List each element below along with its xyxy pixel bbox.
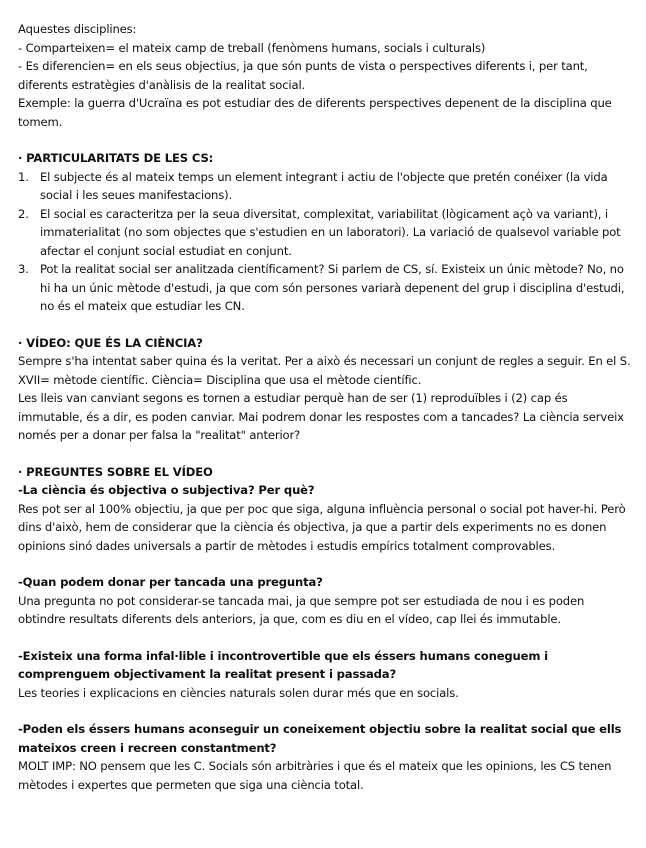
spacer bbox=[18, 555, 632, 573]
answer-2: Una pregunta no pot considerar-se tancada mai, ja que sempre pot ser estudiada de nou i es poden obtindre resultats diferents dels anteriors, ja que, com es diu en el vídeo, cap llei és immutable. bbox=[18, 593, 585, 626]
list-item-text: Pot la realitat social ser analitzada científicament? Si parlem de CS, sí. Existeix un únic mètode? No, no hi ha un únic mètode d'estudi, ja que com són persones variarà depenent del grup i disciplina d'estudi, no és el mateix que estudiar les CN. bbox=[40, 262, 625, 313]
particularitats-list bbox=[18, 168, 632, 316]
intro-heading: Aquestes disciplines: bbox=[18, 22, 137, 36]
answer-3: Les teories i explicacions en ciències naturals solen durar més que en socials. bbox=[18, 685, 459, 700]
particularitats-title: · PARTICULARITATS DE LES CS: bbox=[18, 151, 214, 165]
particularitats-section bbox=[18, 149, 632, 316]
video-title: · VÍDEO: QUE ÉS LA CIÈNCIA? bbox=[18, 335, 203, 350]
list-item-number: 2. bbox=[18, 206, 29, 221]
intro-section bbox=[18, 20, 632, 131]
intro-example: Exemple: la guerra d'Ucraïna es pot estudiar des de diferents perspectives depenent de la disciplina que tomem. bbox=[18, 96, 612, 129]
question-2: -Quan podem donar per tancada una pregunta? bbox=[18, 575, 323, 589]
answer-4: MOLT IMP: NO pensem que les C. Socials són arbitràries i que és el mateix que les opinions, les CS tenen mètodes i expertes que permeten que siga una ciència total. bbox=[18, 759, 612, 792]
intro-line-comparteixen: - Comparteixen= el mateix camp de treball (fenòmens humans, socials i culturals) bbox=[18, 40, 486, 55]
spacer bbox=[18, 702, 632, 720]
list-item-text: El social es caracteritza per la seua diversitat, complexitat, variabilitat (lògicament açò va variant), i immaterialitat (no som objectes que s'estudien en un laboratori). La variació de qualsevol variable pot afectar el conjunt social estudiat en conjunt. bbox=[40, 206, 621, 258]
spacer bbox=[18, 445, 632, 463]
spacer bbox=[18, 316, 632, 334]
spacer bbox=[18, 629, 632, 647]
question-3: -Existeix una forma infal·lible i incontrovertible que els éssers humans coneguem i comprenguem objectivament la realitat present i passada? bbox=[18, 648, 549, 681]
video-paragraph-1: Sempre s'ha intentat saber quina és la veritat. Per a això és necessari un conjunt de regles a seguir. En el S. XVII= mètode científic. Ciència= Disciplina que usa el mètode científic. bbox=[18, 354, 631, 387]
preguntes-title: · PREGUNTES SOBRE EL VÍDEO bbox=[18, 464, 213, 479]
question-4: -Poden els éssers humans aconseguir un coneixement objectiu sobre la realitat social que ells mateixos creen i recreen constantment? bbox=[18, 722, 622, 755]
spacer bbox=[18, 131, 632, 149]
list-item-number: 1. bbox=[18, 169, 29, 184]
list-item bbox=[18, 260, 632, 316]
list-item-text: El subjecte és al mateix temps un element integrant i actiu de l'objecte que pretén conéixer (la vida social i les seues manifestacions). bbox=[40, 169, 608, 202]
list-item bbox=[18, 168, 632, 205]
intro-line-diferencien: - Es diferencien= en els seus objectius, ja que són punts de vista o perspectives diferents i, per tant, diferents estratègies d'anàlisis de la realitat social. bbox=[18, 59, 588, 92]
answer-1: Res pot ser al 100% objectiu, ja que per poc que siga, alguna influència personal o social pot haver-hi. Però dins d'això, hem de considerar que la ciència és objectiva, ja que a partir dels experiments no es donen opinions sinó dades universals a partir de mètodes i estudis empírics totalment comprovables. bbox=[18, 501, 626, 553]
video-paragraph-2: Les lleis van canviant segons es tornen a estudiar perquè han de ser (1) reproduïbles i (2) cap és immutable, és a dir, es poden canviar. Mai podrem donar les respostes com a tancades? La ciència serveix només per a donar per falsa la "realitat" anterior? bbox=[18, 391, 624, 442]
question-1: -La ciència és objectiva o subjectiva? Per què? bbox=[18, 483, 315, 497]
list-item-number: 3. bbox=[18, 262, 29, 276]
list-item bbox=[18, 205, 632, 261]
video-section bbox=[18, 334, 632, 445]
preguntes-section bbox=[18, 463, 632, 795]
